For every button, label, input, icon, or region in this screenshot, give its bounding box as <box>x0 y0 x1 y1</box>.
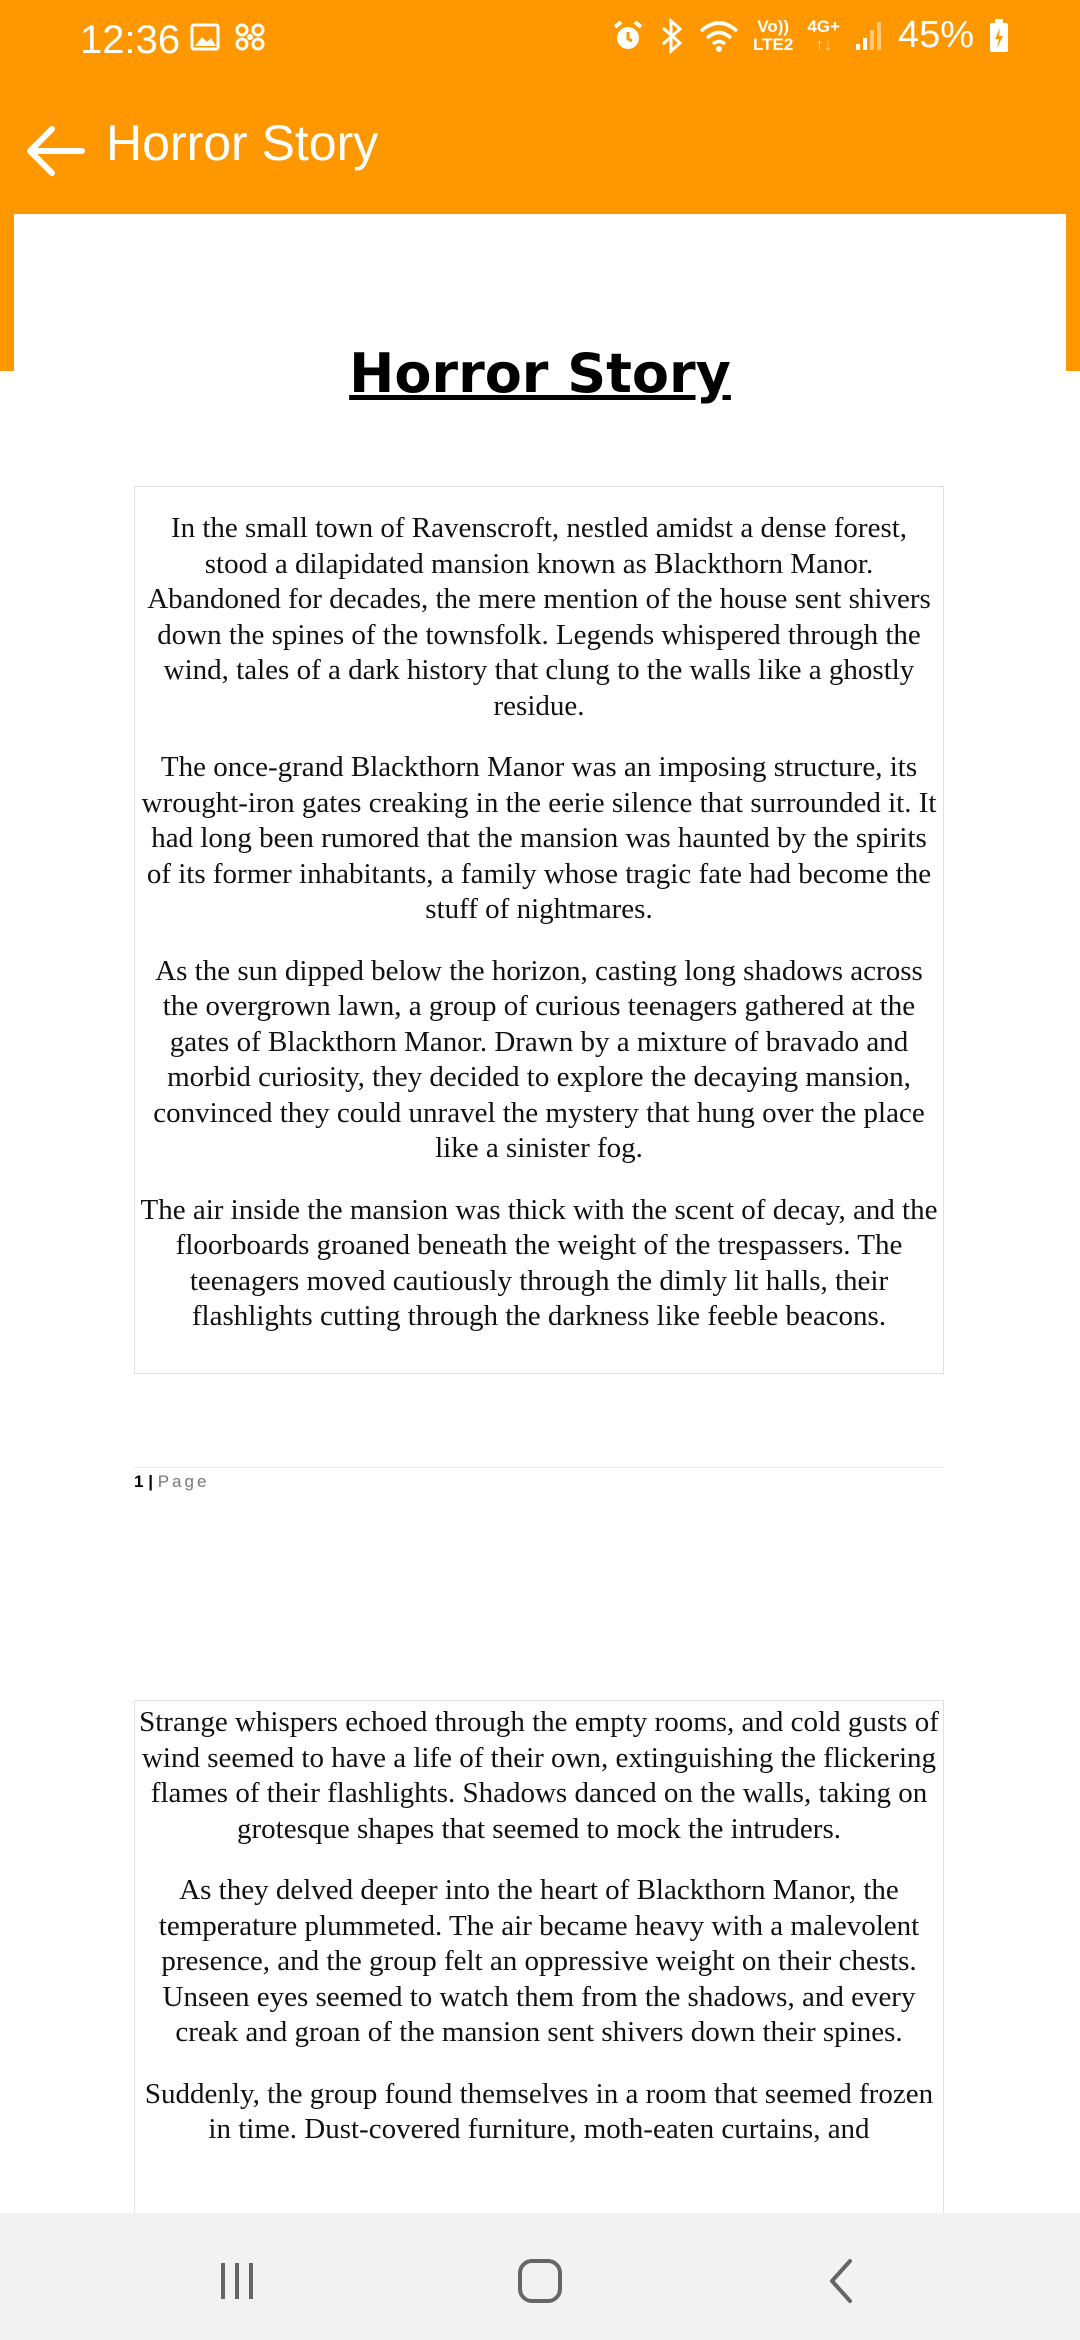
wifi-icon <box>699 19 739 53</box>
arrow-left-icon[interactable] <box>20 116 90 186</box>
paragraph: Strange whispers echoed through the empty rooms, and cold gusts of wind seemed to have a life of their own, extinguishing the flickering flames of their flashlights. Shadows danced on the walls, taking on grotesque shapes that seemed to mock the intruders. <box>139 1706 939 1845</box>
bluetooth-device-icon <box>234 22 266 52</box>
text-box-page-2 <box>134 1700 944 2220</box>
paragraph: As the sun dipped below the horizon, casting long shadows across the overgrown lawn, a group of curious teenagers gathered at the gates of Blackthorn Manor. Drawn by a mixture of bravado and morbid curiosity, they decided to explore the decaying mansion, convinced they could unravel the mystery that hung over the place like a sinister fog. <box>153 954 925 1164</box>
lte-label: LTE2 <box>753 34 794 54</box>
document-viewer[interactable] <box>14 214 1066 2210</box>
volte-label: Vo)) <box>757 16 790 36</box>
page-footer <box>134 1467 944 1492</box>
signal-icon <box>854 20 884 52</box>
footer-separator: | <box>148 1472 153 1491</box>
back-chevron-icon[interactable] <box>812 2251 872 2311</box>
bluetooth-icon <box>659 18 685 54</box>
page-number: 1 <box>134 1472 144 1491</box>
page-label: Page <box>157 1472 210 1491</box>
gallery-icon <box>190 22 220 52</box>
document-title: Horror Story <box>349 342 731 405</box>
alarm-icon <box>611 19 645 53</box>
paragraph: As they delved deeper into the heart of Blackthorn Manor, the temperature plummeted. The air became heavy with a malevolent presence, and the group felt an oppressive weight on their chests. Unseen eyes seemed to watch them from the shadows, and every creak and groan of the mansion sent shivers down their spines. <box>158 1874 920 2048</box>
network-type: 4G+ <box>807 16 840 36</box>
recents-icon[interactable] <box>207 2251 267 2311</box>
home-icon[interactable] <box>510 2251 570 2311</box>
battery-percent: 45% <box>897 14 974 56</box>
paragraph: In the small town of Ravenscroft, nestled amidst a dense forest, stood a dilapidated mansion known as Blackthorn Manor. Abandoned for decades, the mere mention of the house sent shivers down the spines of the townsfolk. Legends whispered through the wind, tales of a dark history that clung to the walls like a ghostly residue. <box>147 512 931 722</box>
navigation-bar <box>0 2213 1080 2340</box>
text-box-page-1 <box>134 486 944 1374</box>
battery-charging-icon <box>988 18 1010 54</box>
status-time: 12:36 <box>80 18 181 62</box>
app-bar <box>0 86 1080 214</box>
status-bar: 12:36 Vo)) LTE2 4G+ ↑↓ 45% <box>0 0 1080 86</box>
paragraph: Suddenly, the group found themselves in a room that seemed frozen in time. Dust-covered furniture, moth-eaten curtains, and <box>144 2077 934 2145</box>
paragraph: The air inside the mansion was thick with the scent of decay, and the floorboards groaned beneath the weight of the trespassers. The teenagers moved cautiously through the dimly lit halls, their flashlights cutting through the darkness like feeble beacons. <box>140 1193 938 1332</box>
paragraph: The once-grand Blackthorn Manor was an imposing structure, its wrought-iron gates creaking in the eerie silence that surrounded it. It had long been rumored that the mansion was haunted by the spirits of its former inhabitants, a family whose tragic fate had become the stuff of nightmares. <box>141 751 937 925</box>
app-title: Horror Story <box>106 115 379 171</box>
